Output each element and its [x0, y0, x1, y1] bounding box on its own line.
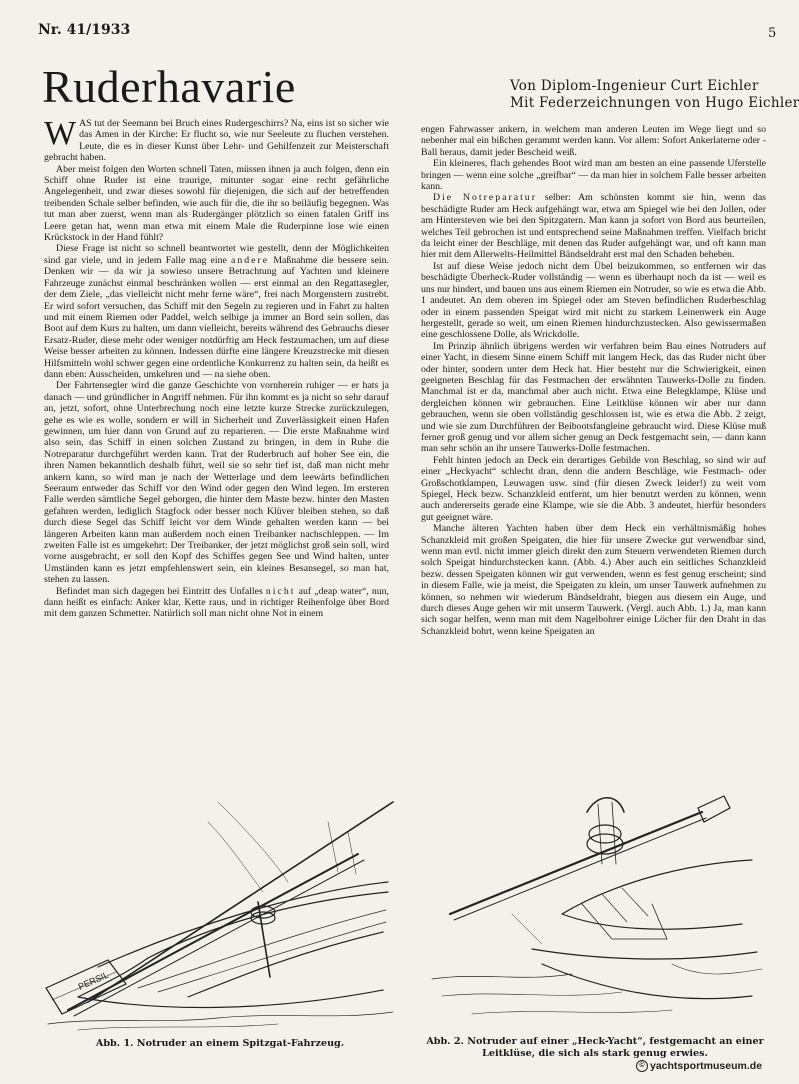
figure-1-illustration	[38, 762, 398, 1032]
figure-2-illustration	[412, 764, 774, 1029]
paragraph: Im Prinzip ähnlich übrigens werden wir verfahren beim Bau eines Notruders auf einer Yacht, in diesem Sinne einem Schiff mit langem Heck, das das Ruder nicht über oder hinter, sondern unter dem Heck hat. Hier besteht nur die Schwierigkeit, einen geeigneten Beschlag für das Festmachen der erwähnten Tauwerks-Dolle zu finden. Manchmal ist er da, manchmal aber auch nicht. Etwa eine Belegklampe, Klüse und dergleichen können wir gebrauchen. Eine Leitklüse können wir aber nur dann gebrauchen, wenn sie oben vollständig geschlossen ist, wie es etwa die Abb. 2 zeigt, und wie sie zum Durchführen der Beibootsfangleine gebraucht wird. Diese Klüse muß ferner groß genug und vor allem sicher genug an Deck festgemacht sein, — dann kann man sehr schön an ihr unsere Tauwerks-Dolle festmachen.	[421, 340, 766, 455]
byline-illustrator: Mit Federzeichnungen von Hugo Eichler	[510, 95, 799, 111]
spaced-emphasis: nicht	[265, 585, 296, 597]
paragraph: Die Notreparatur selber: Am schönsten kommt sie hin, wenn das beschädigte Ruder am Heck aufgehängt war, etwa am Spiegel wie bei den Jollen, oder am Hintersteven wie bei den Spitzgatern. Man kann ja sofort von Bord aus beurteilen, welches Teil gebrochen ist und entsprechend seine Maßnahmen treffen. Vielfach bricht da leicht einer der Beschläge, mit denen das Ruder aufgehängt war, und oft kann man hier mit dem Allerwelts-Heilmittel Bändseldraht erst mal den Schaden beheben.	[421, 192, 766, 261]
paragraph: Manche älteren Yachten haben über dem Heck ein verhältnismäßig hohes Schanzkleid mit großen Speigaten, die hier für unsere Zwecke gut verwendbar sind, wenn man evtl. nicht immer gleich direkt den zum Steuern verwendeten Riemen durch solch Speigat hindurchstecken kann. (Abb. 4.) Aber auch ein seitliches Schanzkleid bezw. dessen Speigaten können wir gut verwenden, wenn es fest genug erscheint; sind in diesem Falle, wie ja meist, die Speigaten zu klein, um unser Tauwerk aufnehmen zu können, so nehmen wir wiederum Bändseldraht, biegen aus diesem ein Auge, und durch dieses Auge gehen wir mit unserm Tauwerk. (Vergl. auch Abb. 1.) Ja, man kann sich sogar helfen, wenn man mit dem Nagelbohrer einige Löcher für den Draht in das Schanzkleid bohrt, wenn keine Speigaten an	[421, 523, 766, 637]
paragraph: engen Fahrwasser ankern, in welchem man anderen Leuten im Wege liegt und so nebenher mal ein bißchen gerammt werden kann. Vor allem: Sofort Ankerlaterne oder -Ball heraus, damit jeder Bescheid weiß.	[421, 124, 766, 158]
article-title: Ruderhavarie	[42, 61, 296, 112]
issue-number: Nr. 41/1933	[38, 22, 131, 38]
column-left	[44, 118, 389, 754]
watermark: © yachtsportmuseum.de	[636, 1060, 762, 1072]
page-number: 5	[768, 26, 777, 41]
paragraph: Fehlt hinten jedoch an Deck ein derartiges Gebilde von Beschlag, so sind wir auf einer „Heckyacht“ schlecht dran, denn die andern Beschläge, wie Festmach- oder Großschotklampen, Leuwagen usw. sind (für diesen Zweck leider!) zu weit vom Spiegel, Heck bezw. Schanzkleid entfernt, um hier benutzt werden zu können, wenn auch andererseits gerade eine Klampe, wie sie die Abb. 3 andeutet, hierfür besonders gut geeignet wäre.	[421, 454, 766, 523]
figure-1-caption: Abb. 1. Notruder an einem Spitzgat-Fahrzeug.	[95, 1038, 345, 1049]
copyright-icon: ©	[636, 1060, 648, 1072]
drop-cap: W	[44, 118, 77, 152]
paragraph: Aber meist folgen den Worten schnell Taten, müssen ihnen ja auch folgen, denn ein Schiff ohne Ruder ist eine traurige, mitunter sogar eine recht gefährliche Angelegenheit, und zwar dieses sowohl für diejenigen, die sich auf der betreffenden treibenden Schale selber befinden, wie auch für die, die ihr so beiläufig begegnen. Was tut man aber zuerst, wenn man als Rudergänger plötzlich so einen fatalen Griff ins Leere getan hat, wenn man etwa mit einem Male die Ruderpinne lose wie einen Krückstock in der Hand fühlt?	[44, 163, 389, 244]
paragraph: Befindet man sich dagegen bei Eintritt des Unfalles nicht auf „deap water“, nun, dann heißt es einfach: Anker klar, Kette raus, und in richtiger Reihenfolge über Bord mit dem ganzen Schmetter. Natürlich soll man nicht ohne Not in einem	[44, 585, 389, 620]
figure-1-label: PERSIL	[76, 969, 110, 992]
paragraph: Diese Frage ist nicht so schnell beantwortet wie gestellt, denn der Möglichkeiten sind gar viele, und in jedem Falle mag eine andere Maßnahme die bessere sein. Denken wir — da wir ja sowieso unsere Betrachtung auf Yachten und kleinere Fahrzeuge zunächst einmal beschränken wollen — erst einmal an den Regattasegler, der dem Ziele, „das vielleicht nicht mehr ferne wäre“, frei nach Morgenstern zustrebt. Er wird sofort versuchen, das Schiff mit den Segeln zu regieren und in Fahrt zu halten und mit einem Riemen oder Paddel, welch selbige ja immer an Bord sein sollen, das Boot auf dem Kurs zu halten, um dann vielleicht, bereits während des Gebrauchs dieser Ersatz-Ruder, diese mehr oder weniger notdürftig am Heck festzumachen, um auf diese Weise besser arbeiten zu können. Indessen dürfte eine längere Kreuzstrecke mit diesen Hilfsmitteln wohl schwer gegen eine ordentliche Konkurrenz zu halten sein, da heißt es dann eben: Ausscheiden, umkehren und — na siehe oben.	[44, 243, 389, 380]
byline-author: Von Diplom-Ingenieur Curt Eichler	[510, 78, 759, 94]
byline	[510, 78, 799, 112]
column-right	[421, 124, 766, 756]
paragraph: Der Fahrtensegler wird die ganze Geschichte von vornherein ruhiger — er hats ja danach — und gründlicher in Angriff nehmen. Für ihn kommt es ja nicht so sehr darauf an, jetzt, sofort, ohne Unterbrechung noch eine letzte kurze Strecke zurückzulegen, gehe es wie es wolle, sondern er will in Sicherheit und Zuverlässigkeit einen Hafen gewinnen, um hier dann von Grund auf zu reparieren. — Die erste Maßnahme wird also sein, das Schiff in einen solchen Zustand zu bringen, in dem in Ruhe die Notreparatur durchgeführt werden kann. Trat der Ruderbruch auf hoher See ein, die ihren Namen bekanntlich deshalb führt, weil sie so sehr tief ist, daß man nicht mehr ankern kann, so wird man je nach der Wetterlage und dem leewärts befindlichen Seeraum entweder das Schiff vor den Wind oder gegen den Wind legen. Im ersteren Falle werden sämtliche Segel geborgen, die hinter dem Maste bezw. hinter den Masten gefahren werden, lediglich Stagfock oder besser noch Klüver bleiben stehen, so daß durch diese Segel das Schiff leicht vor dem Winde gehalten werden kann — bei längeren Arbeiten kann man außerdem noch einen Treibanker nachschleppen. — Im zweiten Falle ist es umgekehrt: Der Treibanker, der jetzt möglichst groß sein soll, wird vorne ausgebracht, er soll den Kopf des Schiffes gegen See und Wind halten, unter Umständen kann es jetzt empfehlenswert sein, ein kleines Besansegel, so man hat, stehen zu lassen.	[44, 380, 389, 586]
spaced-emphasis: Die Notreparatur	[433, 192, 537, 204]
figure-2-caption: Abb. 2. Notruder auf einer „Heck-Yacht“, festgemacht an einer Leitklüse, die sich als stark genug erwies.	[426, 1036, 764, 1059]
paragraph: WAS tut der Seemann bei Bruch eines Rudergeschirrs? Na, eins ist so sicher wie das Amen in der Kirche: Er flucht so, wie nur Seeleute zu fluchen verstehen. Leute, die es in dieser Kunst über Lehr- und Gehilfenzeit zur Meisterschaft gebracht haben.	[44, 118, 389, 164]
paragraph: Ein kleineres, flach gehendes Boot wird man am besten an eine passende Uferstelle bringen — wenn eine solche „greifbar“ — da man hier in solchem Falle besser arbeiten kann.	[421, 158, 766, 193]
spaced-emphasis: andere	[231, 254, 270, 266]
paragraph: Ist auf diese Weise jedoch nicht dem Übel beizukommen, so entfernen wir das beschädigte Überheck-Ruder vollständig — wenn es überhaupt noch da ist — weil es uns nur hindert, und bauen uns aus einem Riemen ein Notruder, so wie es etwa die Abb. 1 andeutet. An dem oberen im Spiegel oder am Steven befindlichen Ruderbeschlag oder in einem passenden Speigat wird mit nicht zu starkem Leinenwerk ein Auge hergestellt, gerade so weit, um einen Riemen hindurchzustecken. Also gewissermaßen eine geschlossene Dolle, als Wrickdolle.	[421, 260, 766, 341]
